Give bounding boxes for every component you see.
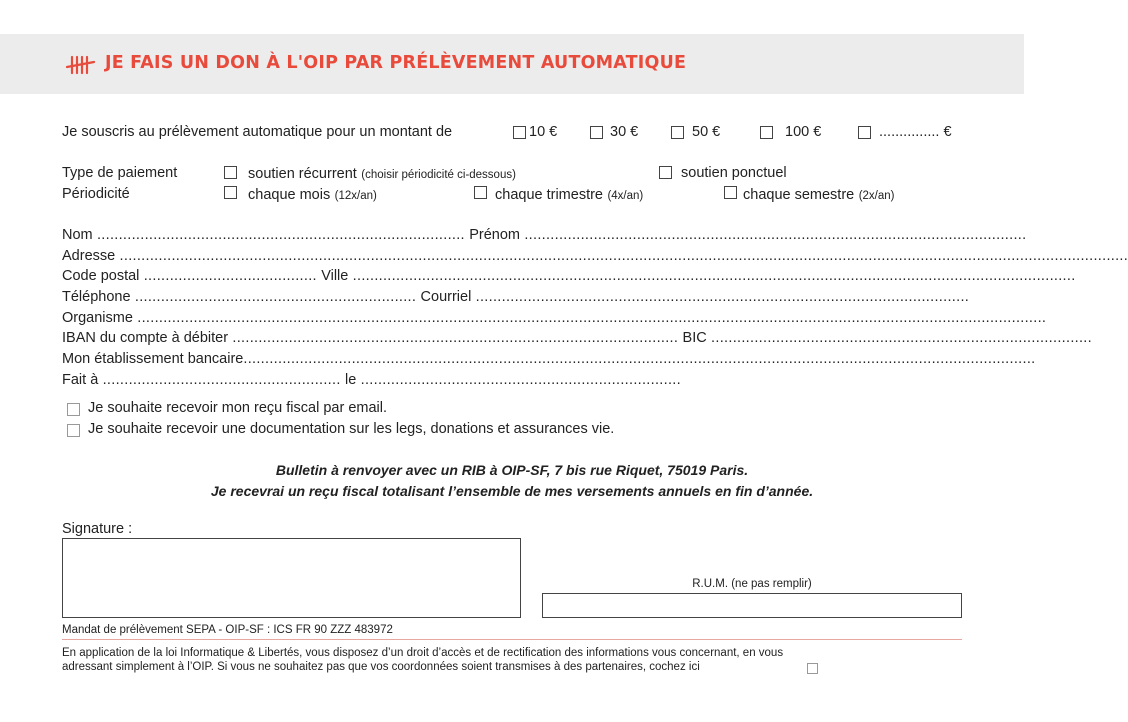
quarterly-checkbox[interactable]: [474, 186, 487, 199]
code-postal-ville-row: [62, 268, 1076, 288]
organisme-field[interactable]: ..................................................................................................................................................................................................................: [132, 310, 1047, 326]
nom-field[interactable]: .....................................................................................: [92, 227, 470, 243]
nom-label: Nom: [62, 227, 93, 243]
monthly-note: (12x/an): [334, 190, 377, 202]
fait-a-label: Fait à: [62, 372, 99, 388]
semester-note: (2x/an): [858, 190, 895, 202]
amount-label: Je souscris au prélèvement automatique pour un montant de: [62, 124, 453, 140]
adresse-label: Adresse: [62, 248, 116, 264]
privacy-line-2: adressant simplement à l’OIP. Si vous ne souhaitez pas que vos coordonnées soient transmises à des partenaires, cochez ici: [62, 661, 700, 673]
telephone-label: Téléphone: [62, 289, 131, 305]
semester-option: [743, 186, 894, 204]
form-title: JE FAIS UN DON À L'OIP PAR PRÉLÈVEMENT AUTOMATIQUE: [105, 53, 687, 73]
organisme-label: Organisme: [62, 310, 133, 326]
prenom-field[interactable]: ....................................................................................................................: [520, 227, 1027, 243]
rum-label: R.U.M. (ne pas remplir): [692, 578, 812, 590]
code-postal-label: Code postal: [62, 268, 140, 284]
nom-prenom-row: [62, 227, 1027, 247]
email-receipt-label: Je souhaite recevoir mon reçu fiscal par email.: [88, 400, 387, 416]
adresse-row: [62, 248, 1128, 268]
monthly-label: chaque mois: [248, 187, 331, 203]
quarterly-note: (4x/an): [607, 190, 644, 202]
adresse-field[interactable]: .........................................................................................................................................................................................................................................: [115, 248, 1128, 264]
bic-field[interactable]: ........................................................................................: [706, 330, 1092, 346]
recurrent-note: (choisir périodicité ci-dessous): [361, 169, 516, 181]
amount-10-label: 10 €: [529, 124, 558, 140]
prenom-label: Prénom: [469, 227, 520, 243]
iban-label: IBAN du compte à débiter: [62, 330, 229, 346]
ville-label: Ville: [321, 268, 349, 284]
privacy-line-1: En application de la loi Informatique & Libertés, vous disposez d’un droit d’accès et de rectification des informations vous concernant, en vous: [62, 647, 784, 659]
rum-box: [542, 593, 962, 618]
footer-divider: [62, 639, 962, 640]
courriel-label: Courriel: [420, 289, 472, 305]
amount-50-checkbox[interactable]: [671, 126, 684, 139]
amount-100-checkbox[interactable]: [760, 126, 773, 139]
telephone-courriel-row: [62, 289, 970, 309]
organisme-row: [62, 310, 1047, 330]
fait-a-row: [62, 372, 681, 392]
quarterly-option: [495, 186, 643, 204]
courriel-field[interactable]: ..................................................................................................................: [471, 289, 970, 305]
notice-line-2: Je recevrai un reçu fiscal totalisant l’ensemble de mes versements annuels en fin d’année.: [210, 483, 814, 499]
amount-custom-field[interactable]: ............... €: [879, 124, 952, 140]
oneoff-label: soutien ponctuel: [681, 165, 787, 181]
semester-label: chaque semestre: [743, 187, 855, 203]
recurrent-checkbox[interactable]: [224, 166, 237, 179]
le-label: le: [345, 372, 357, 388]
banque-label: Mon établissement bancaire: [62, 351, 244, 367]
quarterly-label: chaque trimestre: [495, 187, 603, 203]
amount-30-checkbox[interactable]: [590, 126, 603, 139]
amount-100-label: 100 €: [785, 124, 822, 140]
legacy-docs-checkbox[interactable]: [67, 424, 80, 437]
mandate-text: Mandat de prélèvement SEPA - OIP-SF : ICS FR 90 ZZZ 483972: [62, 624, 393, 636]
banque-field[interactable]: .......................................................................................................................................................................................: [243, 351, 1036, 367]
amount-custom-checkbox[interactable]: [858, 126, 871, 139]
recurrent-option: [248, 165, 516, 183]
tally-marks-icon: [66, 56, 96, 74]
telephone-field[interactable]: .................................................................: [130, 289, 421, 305]
payment-type-label: Type de paiement: [62, 165, 178, 181]
bic-label: BIC: [682, 330, 707, 346]
amount-30-label: 30 €: [610, 124, 639, 140]
privacy-optout-checkbox[interactable]: [807, 663, 818, 674]
signature-label: Signature :: [62, 521, 133, 537]
monthly-option: [248, 186, 377, 204]
ville-field[interactable]: .......................................................................................................................................................................: [348, 268, 1076, 284]
legacy-docs-label: Je souhaite recevoir une documentation sur les legs, donations et assurances vie.: [88, 421, 615, 437]
recurrent-label: soutien récurrent: [248, 166, 357, 182]
iban-field[interactable]: .......................................................................................................: [228, 330, 683, 346]
oneoff-checkbox[interactable]: [659, 166, 672, 179]
signature-box[interactable]: [62, 538, 521, 618]
periodicity-label: Périodicité: [62, 186, 130, 202]
banque-row: [62, 351, 1036, 371]
header-banner: [0, 34, 1024, 94]
notice-line-1: Bulletin à renvoyer avec un RIB à OIP-SF, 7 bis rue Riquet, 75019 Paris.: [275, 462, 749, 478]
amount-10-checkbox[interactable]: [513, 126, 526, 139]
monthly-checkbox[interactable]: [224, 186, 237, 199]
code-postal-field[interactable]: ........................................: [139, 268, 322, 284]
iban-bic-row: [62, 330, 1092, 350]
fait-a-field[interactable]: .......................................................: [98, 372, 345, 388]
date-field[interactable]: ..........................................................................: [356, 372, 681, 388]
amount-50-label: 50 €: [692, 124, 721, 140]
semester-checkbox[interactable]: [724, 186, 737, 199]
email-receipt-checkbox[interactable]: [67, 403, 80, 416]
